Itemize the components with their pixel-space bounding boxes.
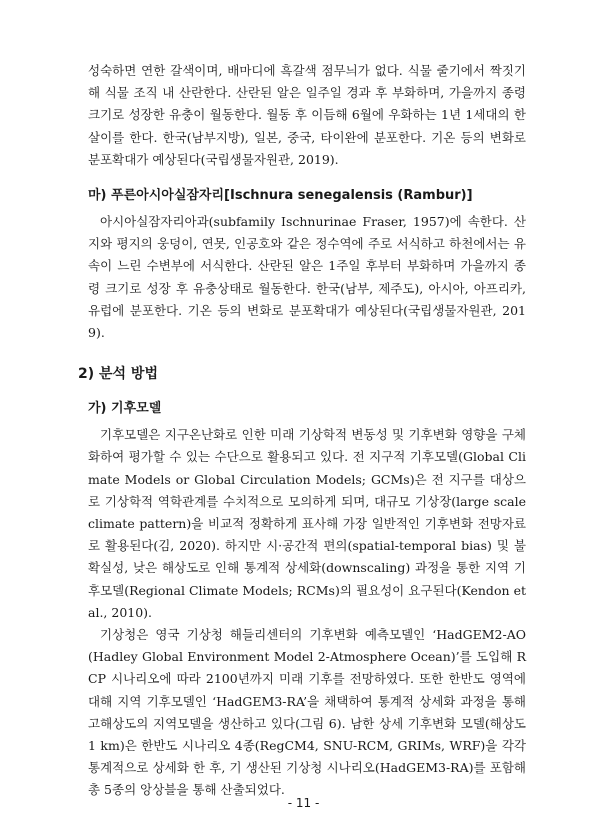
section-heading: 2) 분석 방법 <box>78 366 158 383</box>
heading-ga: 가) 기후모델 <box>88 401 162 417</box>
page-number: - 11 - <box>287 796 320 810</box>
heading-ma: 마) 푸른아시아실잠자리[Ischnura senegalensis (Rambur)] <box>88 188 473 204</box>
paragraph-ga-2: 기상청은 영국 기상청 해들리센터의 기후변화 예측모델인 ‘HadGEM2-AO (Hadley Global Environment Model 2-Atmosphere Ocean)’를 도입해 RCP 시나리오에 따라 2100년까지 미래 기후를 전망하였다. 또한 한반도 영역에 대해 지역 기후모델인 ‘HadGEM3-RA’을 채택하여 통계적 상세화 과정을 통해 고해상도의 지역모델을 생산하고 있다(그림 6). 남한 상세 기후변화 모델(해상도 1 km)은 한반도 시나리오 4종(RegCM4, SNU-RCM, GRIMs, WRF)을 각각 통계적으로 상세화 한 후, 기 생산된 기상청 시나리오(HadGEM3-RA)를 포함해 총 5종의 앙상블을 통해 산출되었다. <box>88 627 526 798</box>
paragraph-ma: 아시아실잠자리아과(subfamily Ischnurinae Fraser, 1957)에 속한다. 산지와 평지의 웅덩이, 연못, 인공호와 같은 정수역에 주로 서식하고 하천에서는 유속이 느린 수변부에 서식한다. 산란된 알은 1주일 후부터 부화하며 가을까지 종령 크기로 성장 후 유충상태로 월동한다. 한국(남부, 제주도), 아시아, 아프리카, 유럽에 분포한다. 기온 등의 변화로 분포확대가 예상된다(국립생물자원관, 2019). <box>88 214 526 341</box>
paragraph-ga-1: 기후모델은 지구온난화로 인한 미래 기상학적 변동성 및 기후변화 영향을 구체화하여 평가할 수 있는 수단으로 활용되고 있다. 전 지구적 기후모델(Global Climate Models or Global Circulation Models; GCMs)은 전 지구를 대상으로 기상학적 역학관계를 수치적으로 모의하게 되며, 대규모 기상장(large scale climate pattern)을 비교적 정확하게 표사해 가장 일반적인 기후변화 전망자료로 활용된다(김, 2020). 하지만 시·공간적 편의(spatial-temporal bias) 및 불확실성, 낮은 해상도로 인해 통계적 상세화(downscaling) 과정을 통한 지역 기후모델(Regional Climate Models; RCMs)의 필요성이 요구된다(Kendon et al., 2010). <box>88 427 526 620</box>
page-content <box>78 60 526 802</box>
intro-paragraph: 성숙하면 연한 갈색이며, 배마디에 흑갈색 점무늬가 없다. 식물 줄기에서 짝짓기해 식물 조직 내 산란한다. 산란된 알은 일주일 경과 후 부화하며, 가을까지 종령 크기로 성장한 유충이 월동한다. 월동 후 이듬해 6월에 우화하는 1년 1세대의 한살이를 한다. 한국(남부지방), 일본, 중국, 타이완에 분포한다. 기온 등의 변화로 분포확대가 예상된다(국립생물자원관, 2019). <box>88 63 526 167</box>
